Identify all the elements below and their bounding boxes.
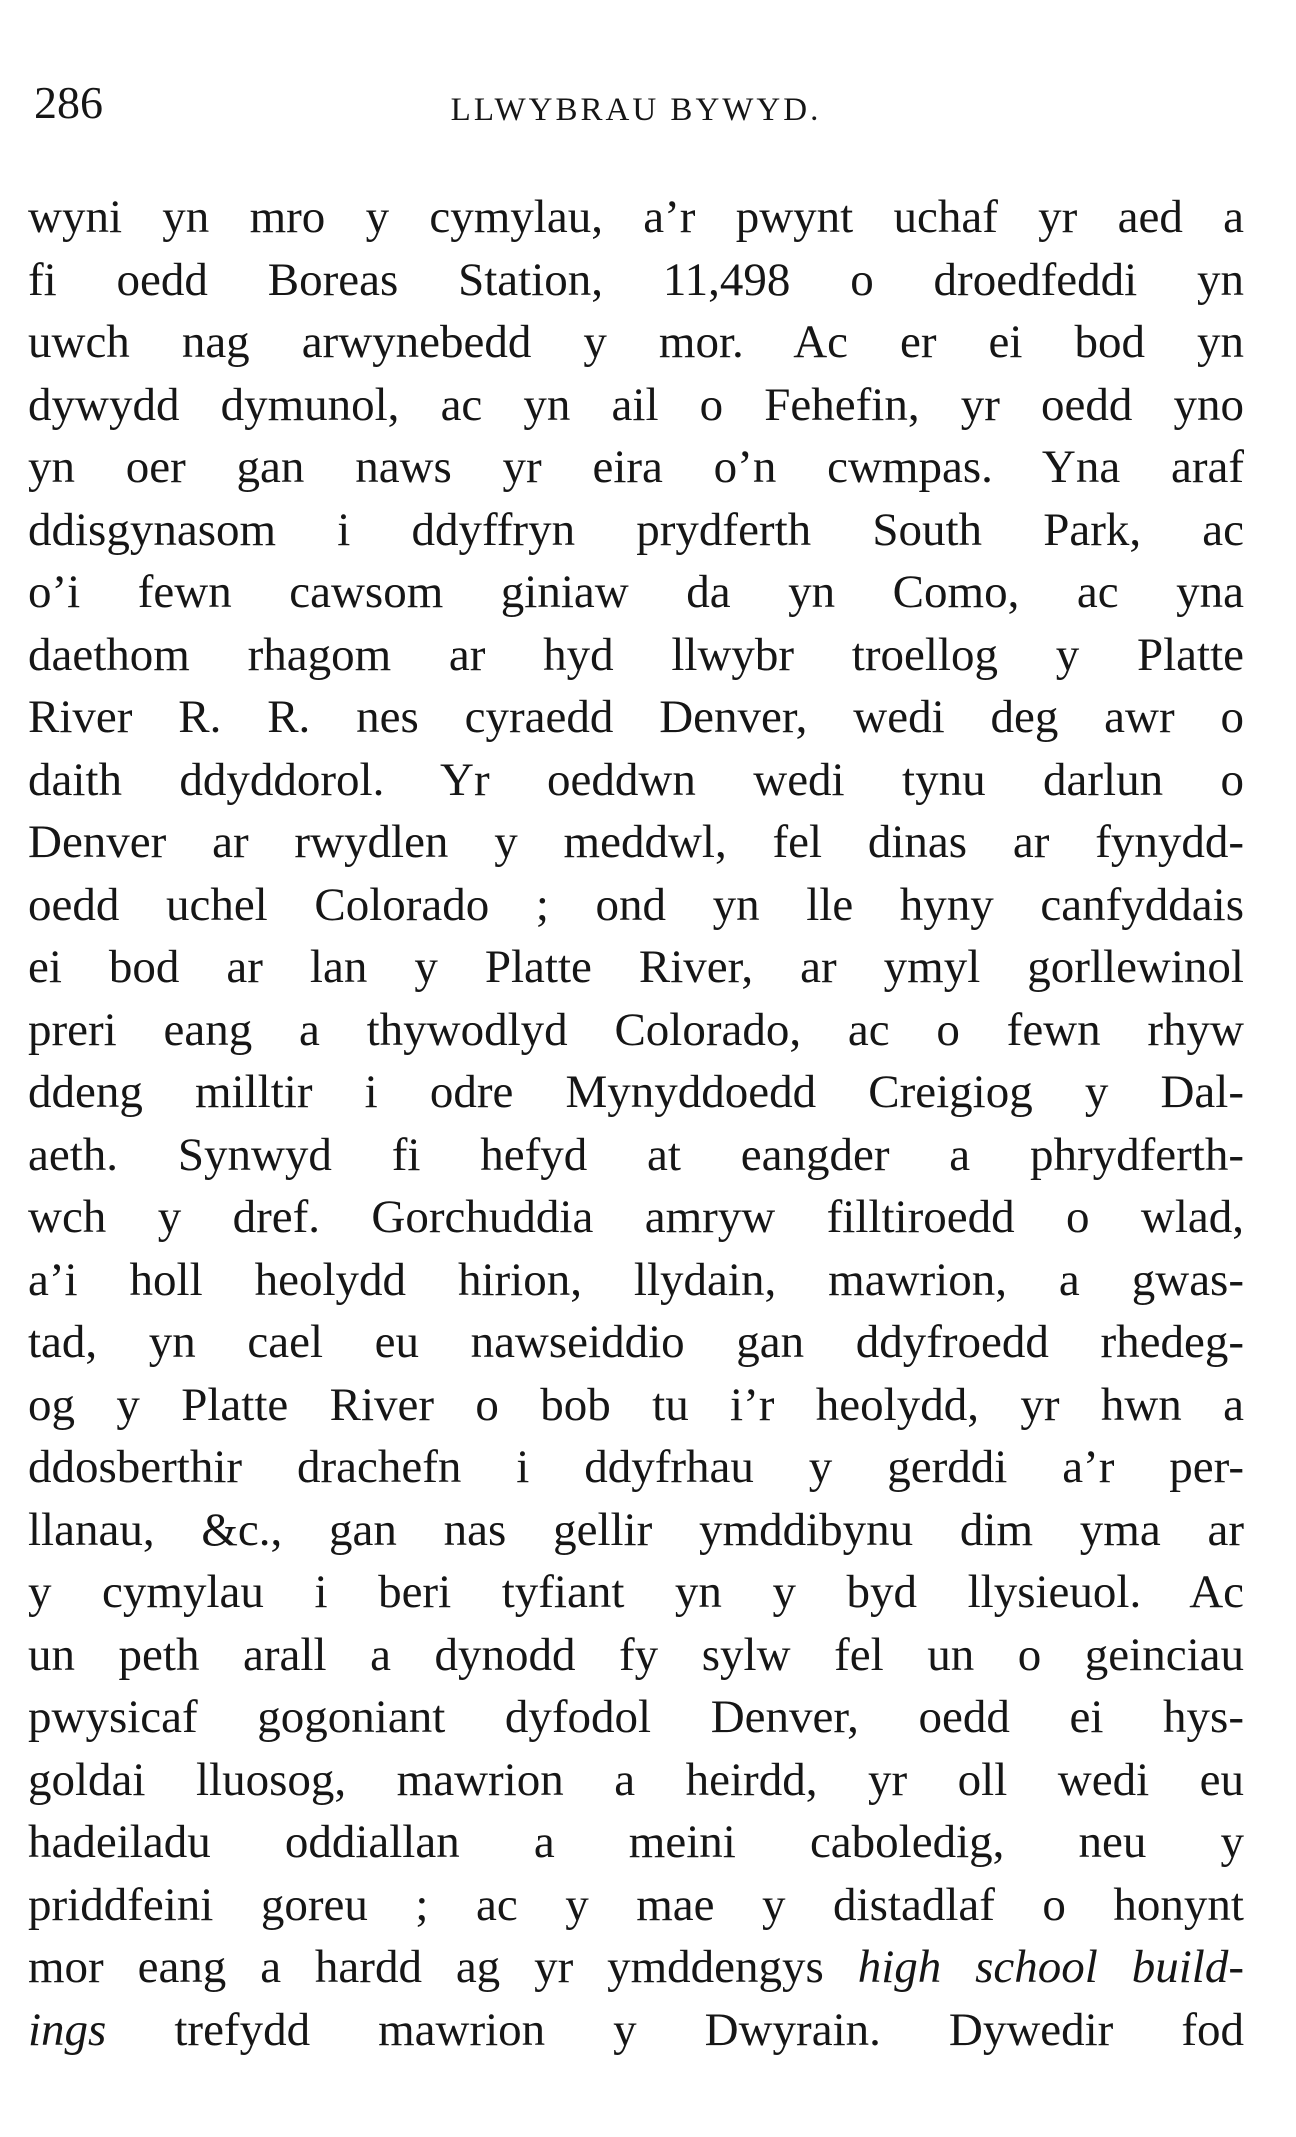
- text-line: yn oer gan naws yr eira o’n cwmpas. Yna araf: [28, 441, 1244, 493]
- text-line-with-italic: [28, 1999, 1244, 2062]
- italic-phrase: high school build-: [857, 1941, 1244, 1993]
- text-line: tad, yn cael eu nawseiddio gan ddyfroedd rhedeg-: [28, 1316, 1244, 1368]
- text-line: wyni yn mro y cymylau, a’r pwynt uchaf yr aed a: [28, 191, 1244, 243]
- page-number: 286: [34, 77, 103, 128]
- text-line: ei bod ar lan y Platte River, ar ymyl gorllewinol: [28, 941, 1244, 993]
- text-line: wch y dref. Gorchuddia amryw filltiroedd o wlad,: [28, 1191, 1244, 1243]
- text-line: priddfeini goreu ; ac y mae y distadlaf o honynt: [28, 1878, 1244, 1931]
- text-line: River R. R. nes cyraedd Denver, wedi deg awr o: [28, 691, 1244, 743]
- text-line: ddisgynasom i ddyffryn prydferth South Park, ac: [28, 503, 1244, 556]
- text-line: ddeng milltir i odre Mynyddoedd Creigiog y Dal-: [28, 1066, 1244, 1118]
- text-line: goldai lluosog, mawrion a heirdd, yr oll wedi eu: [28, 1753, 1244, 1806]
- text-line: aeth. Synwyd fi hefyd at eangder a phrydferth-: [28, 1128, 1244, 1181]
- body-text: [28, 186, 1244, 2061]
- text-line: og y Platte River o bob tu i’r heolydd, yr hwn a: [28, 1378, 1244, 1431]
- text-line: ddosberthir drachefn i ddyfrhau y gerddi a’r per-: [28, 1441, 1244, 1493]
- text-line: fi oedd Boreas Station, 11,498 o droedfeddi yn: [28, 253, 1244, 306]
- text-line: pwysicaf gogoniant dyfodol Denver, oedd ei hys-: [28, 1691, 1244, 1743]
- text-line-with-italic: [28, 1936, 1244, 1999]
- italic-phrase: ings: [28, 2003, 107, 2056]
- text-line: llanau, &c., gan nas gellir ymddibynu dim yma ar: [28, 1503, 1244, 1556]
- text-line: uwch nag arwynebedd y mor. Ac er ei bod yn: [28, 316, 1244, 368]
- text-line: Denver ar rwydlen y meddwl, fel dinas ar fynydd-: [28, 816, 1244, 868]
- page-header: [28, 78, 1244, 138]
- text-line: dywydd dymunol, ac yn ail o Fehefin, yr oedd yno: [28, 378, 1244, 431]
- text-line: hadeiladu oddiallan a meini caboledig, neu y: [28, 1816, 1244, 1868]
- text-line: a’i holl heolydd hirion, llydain, mawrion, a gwas-: [28, 1253, 1244, 1306]
- running-head: LLWYBRAU BYWYD.: [450, 92, 822, 128]
- text-line: y cymylau i beri tyfiant yn y byd llysieuol. Ac: [28, 1566, 1244, 1618]
- text-line: un peth arall a dynodd fy sylw fel un o geinciau: [28, 1628, 1244, 1681]
- text-line: oedd uchel Colorado ; ond yn lle hyny canfyddais: [28, 878, 1244, 931]
- text-line: daith ddyddorol. Yr oeddwn wedi tynu darlun o: [28, 753, 1244, 806]
- text-line: o’i fewn cawsom giniaw da yn Como, ac yna: [28, 566, 1244, 618]
- text-run: trefydd mawrion y Dwyrain. Dywedir fod: [106, 2003, 1244, 2056]
- text-run: mor eang a hardd ag yr ymddengys: [28, 1941, 858, 1993]
- text-line: daethom rhagom ar hyd llwybr troellog y Platte: [28, 628, 1244, 681]
- text-line: preri eang a thywodlyd Colorado, ac o fewn rhyw: [28, 1003, 1244, 1056]
